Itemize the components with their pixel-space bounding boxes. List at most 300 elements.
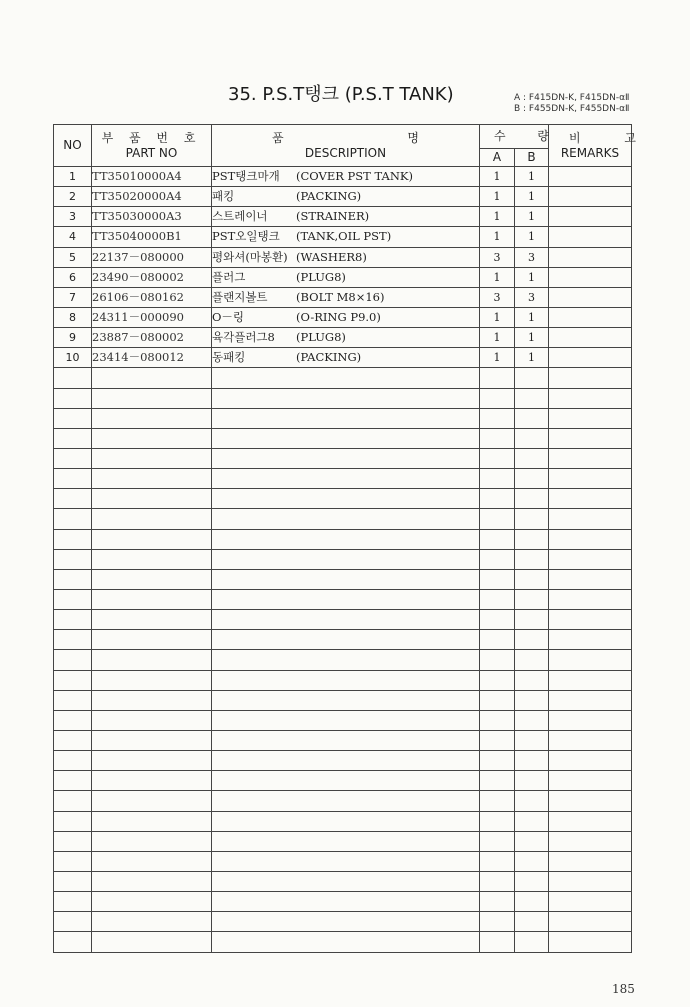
row-number: [54, 730, 92, 750]
description: [212, 529, 480, 549]
remarks: [549, 569, 632, 589]
description: [212, 509, 480, 529]
qty-b: [515, 710, 549, 730]
remarks: [549, 892, 632, 912]
row-number: [54, 589, 92, 609]
qty-a: 1: [480, 227, 515, 247]
description: [212, 227, 480, 247]
description: [212, 751, 480, 771]
part-number: [92, 831, 212, 851]
empty-table-row: [54, 871, 632, 891]
qty-a: [480, 932, 515, 953]
table-row: [54, 307, 632, 327]
header-part-no-en: PART NO: [125, 145, 178, 160]
description-ko: O－링: [212, 310, 245, 325]
row-number: 3: [54, 207, 92, 227]
header-description: [212, 125, 480, 167]
parts-table: [53, 124, 656, 953]
part-number: [92, 569, 212, 589]
description: [212, 267, 480, 287]
qty-b: [515, 912, 549, 932]
qty-b: [515, 509, 549, 529]
qty-b: [515, 610, 549, 630]
part-number: [92, 791, 212, 811]
part-number: [92, 871, 212, 891]
description-en: (TANK,OIL PST): [296, 229, 392, 244]
qty-a: 1: [480, 187, 515, 207]
description: [212, 771, 480, 791]
header-description-en: DESCRIPTION: [304, 145, 387, 160]
qty-a: 1: [480, 267, 515, 287]
row-number: [54, 368, 92, 388]
remarks: [549, 348, 632, 368]
row-number: 7: [54, 287, 92, 307]
description: [212, 408, 480, 428]
remarks: [549, 670, 632, 690]
row-number: 2: [54, 187, 92, 207]
qty-b: [515, 811, 549, 831]
remarks: [549, 771, 632, 791]
description-ko: PST오일탱크: [212, 229, 280, 244]
part-number: [92, 932, 212, 953]
qty-a: 3: [480, 247, 515, 267]
row-number: [54, 630, 92, 650]
description-ko: 플랜지볼트: [212, 289, 268, 304]
description-en: (STRAINER): [296, 209, 370, 224]
description-ko: 평와셔(마봉환): [212, 249, 288, 264]
row-number: 4: [54, 227, 92, 247]
description: [212, 851, 480, 871]
table-row: [54, 328, 632, 348]
empty-table-row: [54, 388, 632, 408]
row-number: [54, 489, 92, 509]
qty-a: [480, 408, 515, 428]
part-number: [92, 489, 212, 509]
description: [212, 690, 480, 710]
part-number: [92, 428, 212, 448]
empty-table-row: [54, 448, 632, 468]
parts-table-body: [54, 167, 632, 953]
remarks: [549, 630, 632, 650]
table-row: [54, 267, 632, 287]
qty-b: [515, 690, 549, 710]
remarks: [549, 710, 632, 730]
part-number: [92, 892, 212, 912]
remarks: [549, 489, 632, 509]
remarks: [549, 650, 632, 670]
qty-a: [480, 851, 515, 871]
qty-a: 1: [480, 348, 515, 368]
qty-b: [515, 428, 549, 448]
row-number: [54, 871, 92, 891]
page-title: 35. P.S.T탱크 (P.S.T TANK): [228, 84, 454, 105]
qty-a: 1: [480, 207, 515, 227]
table-row: [54, 348, 632, 368]
remarks: [549, 408, 632, 428]
table-row: [54, 187, 632, 207]
remarks: [549, 388, 632, 408]
description: [212, 287, 480, 307]
qty-a: [480, 670, 515, 690]
description-en: (PACKING): [296, 189, 362, 204]
description-ko: 스트레이너: [212, 209, 268, 224]
qty-a: [480, 730, 515, 750]
table-row: [54, 287, 632, 307]
description-en: (O-RING P9.0): [296, 310, 381, 325]
qty-a: [480, 448, 515, 468]
row-number: 5: [54, 247, 92, 267]
part-number: [92, 710, 212, 730]
row-number: 8: [54, 307, 92, 327]
part-number: [92, 589, 212, 609]
description: [212, 730, 480, 750]
qty-b: [515, 589, 549, 609]
part-number: [92, 670, 212, 690]
description: [212, 811, 480, 831]
description: [212, 670, 480, 690]
description: [212, 650, 480, 670]
qty-b: [515, 730, 549, 750]
empty-table-row: [54, 489, 632, 509]
qty-b: 1: [515, 207, 549, 227]
qty-b: [515, 650, 549, 670]
part-number: [92, 650, 212, 670]
description-ko: PST탱크마개: [212, 169, 280, 184]
legend-b: B : F455DN-K, F455DN-αⅡ: [514, 104, 630, 114]
qty-a: [480, 912, 515, 932]
qty-a: 1: [480, 328, 515, 348]
remarks: [549, 730, 632, 750]
description: [212, 710, 480, 730]
part-number: [92, 469, 212, 489]
qty-b: [515, 892, 549, 912]
description-en: (PLUG8): [296, 269, 346, 284]
row-number: [54, 831, 92, 851]
remarks: [549, 690, 632, 710]
description-en: (COVER PST TANK): [296, 169, 413, 184]
remarks: [549, 791, 632, 811]
part-number: 24311－000090: [92, 307, 212, 327]
description-en: (BOLT M8×16): [296, 289, 385, 304]
description: [212, 167, 480, 187]
part-number: TT35010000A4: [92, 167, 212, 187]
empty-table-row: [54, 710, 632, 730]
row-number: [54, 529, 92, 549]
part-number: 23414－080012: [92, 348, 212, 368]
empty-table-row: [54, 610, 632, 630]
remarks: [549, 871, 632, 891]
qty-b: [515, 368, 549, 388]
empty-table-row: [54, 892, 632, 912]
qty-a: [480, 751, 515, 771]
qty-a: [480, 892, 515, 912]
description: [212, 831, 480, 851]
part-number: [92, 771, 212, 791]
remarks: [549, 307, 632, 327]
row-number: [54, 408, 92, 428]
row-number: [54, 811, 92, 831]
part-number: 22137－080000: [92, 247, 212, 267]
remarks: [549, 287, 632, 307]
part-number: [92, 529, 212, 549]
remarks: [549, 831, 632, 851]
description-ko: 플러그: [212, 269, 246, 284]
empty-table-row: [54, 690, 632, 710]
qty-b: [515, 469, 549, 489]
qty-b: [515, 529, 549, 549]
row-number: [54, 751, 92, 771]
remarks: [549, 912, 632, 932]
qty-b: [515, 932, 549, 953]
row-number: [54, 670, 92, 690]
part-number: [92, 509, 212, 529]
header-description-ko: 품 명: [272, 130, 479, 145]
part-number: [92, 549, 212, 569]
empty-table-row: [54, 549, 632, 569]
empty-table-row: [54, 670, 632, 690]
qty-a: [480, 630, 515, 650]
row-number: 6: [54, 267, 92, 287]
part-number: TT35030000A3: [92, 207, 212, 227]
qty-a: [480, 690, 515, 710]
qty-a: [480, 529, 515, 549]
qty-a: [480, 569, 515, 589]
table-row: [54, 207, 632, 227]
header-part-no: [92, 125, 212, 167]
qty-b: [515, 569, 549, 589]
description: [212, 428, 480, 448]
remarks: [549, 811, 632, 831]
empty-table-row: [54, 912, 632, 932]
part-number: [92, 751, 212, 771]
qty-b: [515, 751, 549, 771]
empty-table-row: [54, 529, 632, 549]
part-number: 26106－080162: [92, 287, 212, 307]
qty-b: 1: [515, 227, 549, 247]
remarks: [549, 448, 632, 468]
empty-table-row: [54, 368, 632, 388]
empty-table-row: [54, 509, 632, 529]
row-number: 10: [54, 348, 92, 368]
empty-table-row: [54, 408, 632, 428]
row-number: [54, 932, 92, 953]
remarks: [549, 247, 632, 267]
header-quantity: [480, 125, 563, 149]
qty-a: 1: [480, 167, 515, 187]
qty-a: [480, 831, 515, 851]
description: [212, 348, 480, 368]
empty-table-row: [54, 771, 632, 791]
qty-b: [515, 388, 549, 408]
description: [212, 207, 480, 227]
qty-a: [480, 388, 515, 408]
description: [212, 469, 480, 489]
row-number: 9: [54, 328, 92, 348]
description: [212, 791, 480, 811]
description-ko: 동패킹: [212, 350, 246, 365]
description-en: (PLUG8): [296, 330, 346, 345]
row-number: [54, 428, 92, 448]
qty-a: [480, 610, 515, 630]
part-number: TT35040000B1: [92, 227, 212, 247]
part-number: 23887－080002: [92, 328, 212, 348]
description: [212, 388, 480, 408]
table-row: [54, 247, 632, 267]
row-number: [54, 469, 92, 489]
qty-a: [480, 811, 515, 831]
empty-table-row: [54, 569, 632, 589]
qty-a: [480, 428, 515, 448]
qty-a: [480, 589, 515, 609]
description: [212, 549, 480, 569]
qty-b: 1: [515, 267, 549, 287]
qty-b: [515, 630, 549, 650]
qty-b: [515, 408, 549, 428]
remarks: [549, 610, 632, 630]
remarks: [549, 328, 632, 348]
qty-a: [480, 549, 515, 569]
description: [212, 610, 480, 630]
qty-b: [515, 489, 549, 509]
part-number: [92, 630, 212, 650]
empty-table-row: [54, 630, 632, 650]
qty-b: 1: [515, 328, 549, 348]
part-number: [92, 448, 212, 468]
empty-table-row: [54, 650, 632, 670]
header-part-no-ko: 부 품 번 호: [101, 130, 202, 145]
description: [212, 368, 480, 388]
empty-table-row: [54, 469, 632, 489]
row-number: [54, 771, 92, 791]
qty-a: [480, 368, 515, 388]
remarks: [549, 428, 632, 448]
description: [212, 247, 480, 267]
description-en: (WASHER8): [296, 249, 367, 264]
qty-b: 1: [515, 187, 549, 207]
row-number: [54, 509, 92, 529]
remarks: [549, 529, 632, 549]
row-number: [54, 388, 92, 408]
qty-b: [515, 549, 549, 569]
row-number: [54, 791, 92, 811]
remarks: [549, 227, 632, 247]
table-row: [54, 227, 632, 247]
part-number: [92, 851, 212, 871]
empty-table-row: [54, 751, 632, 771]
remarks: [549, 167, 632, 187]
qty-b: [515, 851, 549, 871]
qty-b: [515, 448, 549, 468]
qty-a: [480, 650, 515, 670]
header-qty-b: B: [515, 149, 549, 167]
row-number: [54, 690, 92, 710]
description-ko: 패킹: [212, 189, 235, 204]
description: [212, 912, 480, 932]
table-row: [54, 167, 632, 187]
row-number: [54, 710, 92, 730]
qty-b: [515, 670, 549, 690]
row-number: [54, 650, 92, 670]
part-number: [92, 610, 212, 630]
description: [212, 448, 480, 468]
remarks: [549, 469, 632, 489]
remarks: [549, 368, 632, 388]
row-number: [54, 912, 92, 932]
description: [212, 489, 480, 509]
row-number: [54, 448, 92, 468]
qty-b: 1: [515, 348, 549, 368]
part-number: [92, 690, 212, 710]
legend-a: A : F415DN-K, F415DN-αⅡ: [514, 93, 630, 103]
qty-a: [480, 791, 515, 811]
qty-b: [515, 791, 549, 811]
qty-a: 3: [480, 287, 515, 307]
qty-a: [480, 710, 515, 730]
qty-a: 1: [480, 307, 515, 327]
remarks: [549, 589, 632, 609]
description-en: (PACKING): [296, 350, 362, 365]
description: [212, 630, 480, 650]
part-number: [92, 408, 212, 428]
row-number: [54, 549, 92, 569]
remarks: [549, 509, 632, 529]
header-quantity-ko: 수 량: [494, 129, 563, 143]
empty-table-row: [54, 589, 632, 609]
empty-table-row: [54, 428, 632, 448]
qty-b: [515, 771, 549, 791]
qty-a: [480, 871, 515, 891]
remarks: [549, 549, 632, 569]
row-number: 1: [54, 167, 92, 187]
header-qty-a: A: [480, 149, 515, 167]
qty-b: 1: [515, 307, 549, 327]
row-number: [54, 892, 92, 912]
empty-table-row: [54, 932, 632, 953]
description: [212, 328, 480, 348]
remarks: [549, 187, 632, 207]
empty-table-row: [54, 730, 632, 750]
remarks: [549, 751, 632, 771]
qty-a: [480, 771, 515, 791]
page-number: 185: [612, 982, 635, 996]
part-number: [92, 388, 212, 408]
row-number: [54, 569, 92, 589]
description: [212, 892, 480, 912]
qty-b: 3: [515, 247, 549, 267]
description: [212, 307, 480, 327]
part-number: [92, 730, 212, 750]
empty-table-row: [54, 811, 632, 831]
description: [212, 932, 480, 953]
header-remarks-ko: 비 고: [569, 130, 656, 145]
row-number: [54, 851, 92, 871]
qty-b: 1: [515, 167, 549, 187]
header-no: NO: [54, 125, 92, 167]
description: [212, 187, 480, 207]
qty-a: [480, 469, 515, 489]
empty-table-row: [54, 791, 632, 811]
part-number: [92, 368, 212, 388]
qty-b: 3: [515, 287, 549, 307]
description: [212, 871, 480, 891]
part-number: TT35020000A4: [92, 187, 212, 207]
remarks: [549, 207, 632, 227]
row-number: [54, 610, 92, 630]
remarks: [549, 932, 632, 953]
qty-b: [515, 831, 549, 851]
qty-a: [480, 509, 515, 529]
qty-b: [515, 871, 549, 891]
